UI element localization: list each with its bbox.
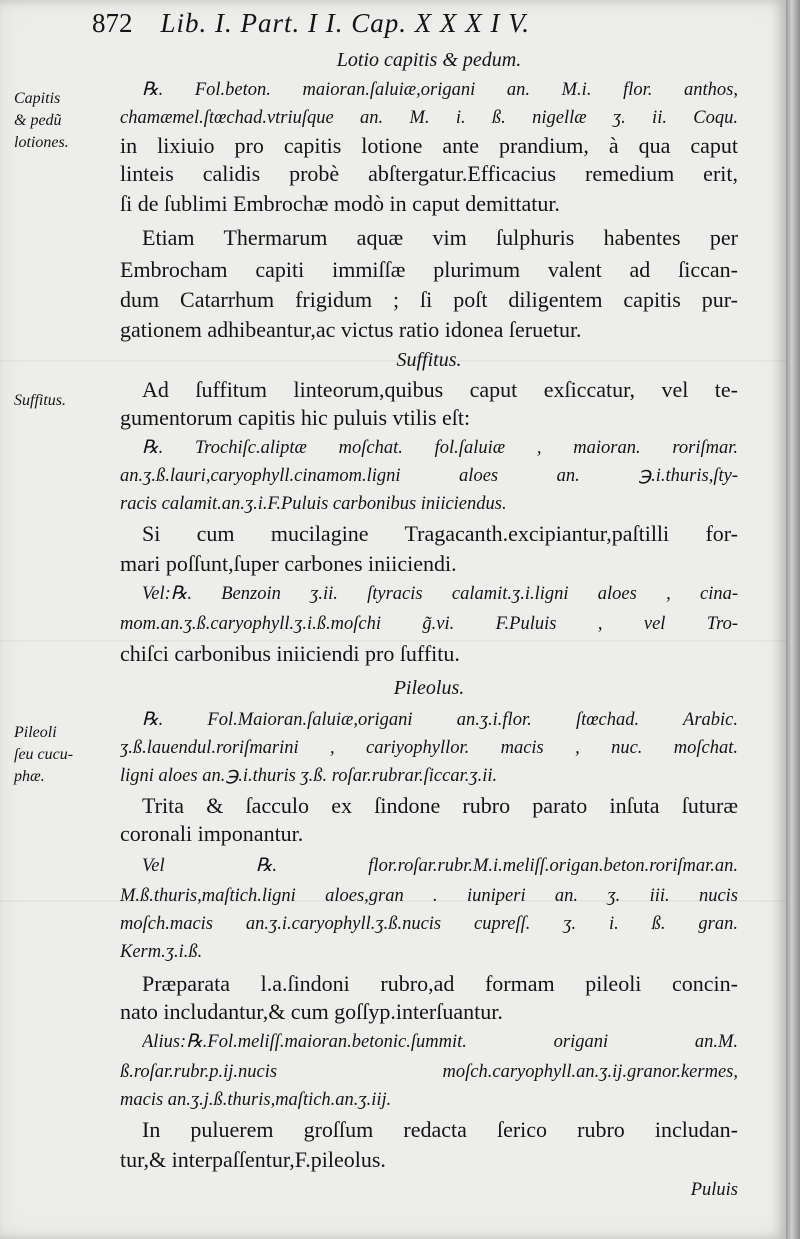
text-line: Etiam Thermarum aquæ vim ſulphuris habentes per <box>142 225 738 250</box>
section-heading-pileolus: Pileolus. <box>393 677 465 699</box>
text-line: macis an.ʒ.j.ß.thuris,maſtich.an.ʒ.iij. <box>120 1090 392 1110</box>
text-line: ß.roſar.rubr.p.ij.nucis moſch.caryophyll.an.ʒ.ij.granor.kermes, <box>120 1062 738 1082</box>
margin-note-line: Pileoli <box>14 724 57 741</box>
margin-note-line: lotiones. <box>14 134 69 151</box>
section-heading-suffitus: Suffitus. <box>396 349 462 371</box>
margin-note-line: ſeu cucu- <box>14 746 74 763</box>
text-line: In puluerem groſſum redacta ſerico rubro includan- <box>142 1117 738 1142</box>
text-line: moſch.macis an.ʒ.i.caryophyll.ʒ.ß.nucis cupreſſ. ʒ. i. ß. gran. <box>120 914 738 934</box>
text-line: mom.an.ʒ.ß.caryophyll.ʒ.i.ß.moſchi g̃.vi. F.Puluis , vel Tro- <box>120 614 738 634</box>
text-line: Vel:℞. Benzoin ʒ.ii. ſtyracis calamit.ʒ.i.ligni aloes , cina- <box>142 584 738 604</box>
text-line: Embrocham capiti immiſſæ plurimum valent ad ſiccan- <box>120 257 738 282</box>
text-line: in lixiuio pro capitis lotione ante prandium, à qua caput <box>120 133 738 158</box>
margin-note-line: Capitis <box>14 90 61 107</box>
text-line: Trita & ſacculo ex ſindone rubro parato inſuta ſuturæ <box>142 793 738 818</box>
section-heading-lotio: Lotio capitis & pedum. <box>336 49 522 71</box>
text-line: ℞. Fol.beton. maioran.ſaluiæ,origani an. M.i. flor. anthos, <box>142 80 738 100</box>
text-line: Vel ℞. flor.roſar.rubr.M.i.meliſſ.origan.beton.roriſmar.an. <box>142 856 738 876</box>
text-line: ℞. Trochiſc.aliptæ moſchat. fol.ſaluiæ , maioran. roriſmar. <box>142 438 738 458</box>
text-line: Si cum mucilagine Tragacanth.excipiantur,paſtilli for- <box>142 521 738 546</box>
text-line: tur,& interpaſſentur,F.pileolus. <box>120 1147 386 1172</box>
margin-note-suffitus <box>14 390 110 412</box>
text-line: ʒ.ß.lauendul.roriſmarini , cariyophyllor. macis , nuc. moſchat. <box>120 738 738 758</box>
margin-note-pileoli <box>14 722 110 788</box>
text-line: chiſci carbonibus iniiciendi pro ſuffitu. <box>120 641 460 666</box>
text-line: Præparata l.a.ſindoni rubro,ad formam pileoli concin- <box>142 971 738 996</box>
text-line: chamæmel.ſtœchad.vtriuſque an. M. i. ß. nigellæ ʒ. ii. Coqu. <box>120 108 738 128</box>
catchword: Puluis <box>690 1180 738 1200</box>
text-line: coronali imponantur. <box>120 821 304 846</box>
book-spine-edge <box>786 0 800 1239</box>
text-line: ℞. Fol.Maioran.ſaluiæ,origani an.ʒ.i.flor. ſtœchad. Arabic. <box>142 710 738 730</box>
text-line: dum Catarrhum frigidum ; ſi poſt diligentem capitis pur- <box>120 287 738 312</box>
text-line: Alius:℞.Fol.meliſſ.maioran.betonic.ſummit. origani an.M. <box>142 1032 738 1052</box>
text-line: M.ß.thuris,maſtich.ligni aloes,gran . iuniperi an. ʒ. iii. nucis <box>120 886 738 906</box>
margin-note-line: Suffitus. <box>14 392 67 409</box>
margin-note-lotio <box>14 88 110 154</box>
text-line: linteis calidis probè abſtergatur.Efficacius remedium erit, <box>120 161 738 186</box>
margin-note-line: & pedũ <box>14 112 62 129</box>
text-line: Ad ſuffitum linteorum,quibus caput exſiccatur, vel te- <box>142 377 738 402</box>
running-title: Lib. I. Part. I I. Cap. X X X I V. <box>160 8 530 38</box>
text-line: gationem adhibeantur,ac victus ratio idonea ſeruetur. <box>120 317 582 342</box>
text-line: ſi de ſublimi Embrochæ modò in caput demittatur. <box>120 191 560 216</box>
text-line: mari poſſunt,ſuper carbones iniiciendi. <box>120 551 457 576</box>
text-line: gumentorum capitis hic puluis vtilis eſt: <box>120 405 471 430</box>
margin-note-line: phæ. <box>14 768 45 785</box>
running-header <box>92 4 692 42</box>
page-number: 872 <box>92 8 133 38</box>
text-line: an.ʒ.ß.lauri,caryophyll.cinamom.ligni aloes an. ℈.i.thuris,ſty- <box>120 466 738 486</box>
text-line: Kerm.ʒ.i.ß. <box>120 942 203 962</box>
text-line: racis calamit.an.ʒ.i.F.Puluis carbonibus iniiciendus. <box>120 494 507 514</box>
text-line: ligni aloes an.℈.i.thuris ʒ.ß. roſar.rubrar.ſiccar.ʒ.ii. <box>120 766 498 786</box>
text-line: nato includantur,& cum goſſyp.interſuantur. <box>120 999 503 1024</box>
